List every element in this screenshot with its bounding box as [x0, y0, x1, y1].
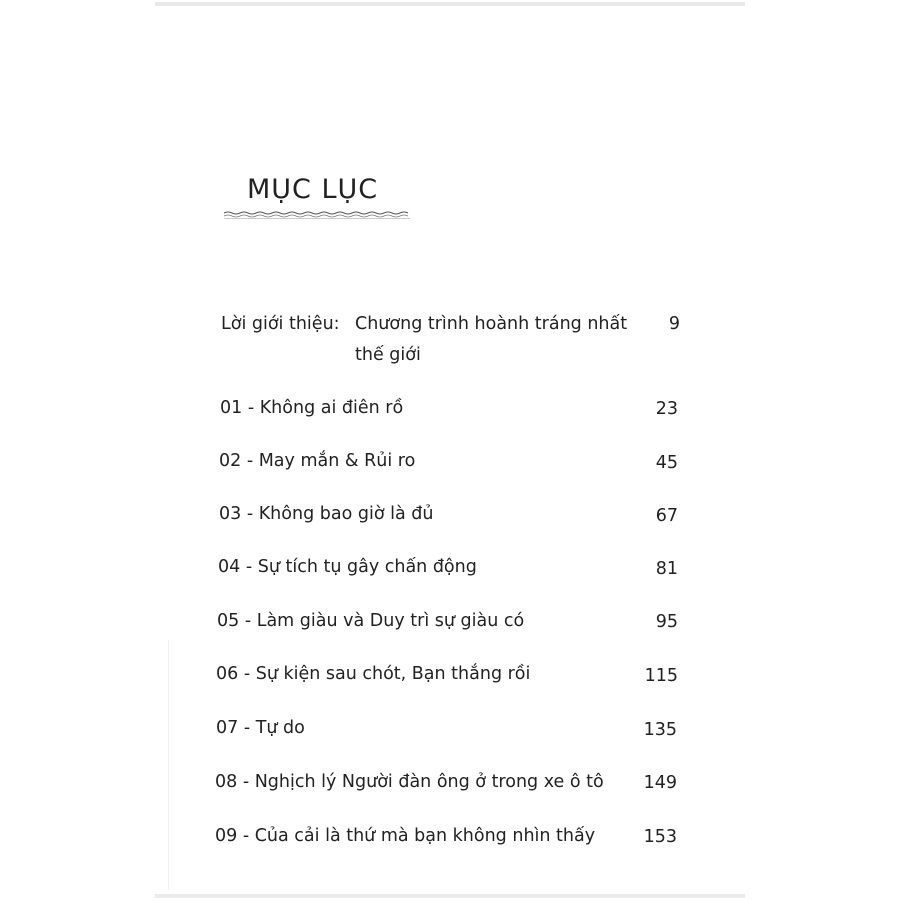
page-top-edge [155, 2, 745, 6]
chapter-03-page: 67 [655, 506, 678, 526]
chapter-09-page: 153 [643, 827, 677, 847]
chapter-01-page: 23 [655, 399, 678, 419]
chapter-02-page: 45 [655, 453, 678, 473]
intro-title-line1: Chương trình hoành tráng nhất [355, 314, 628, 334]
intro-page-number: 9 [668, 314, 680, 334]
chapter-04-page: 81 [655, 559, 678, 579]
intro-prefix: Lời giới thiệu: [221, 314, 340, 334]
chapter-08-title: 08 - Nghịch lý Người đàn ông ở trong xe ô tô [215, 772, 604, 792]
chapter-09-title: 09 - Của cải là thứ mà bạn không nhìn thấy [215, 826, 596, 846]
chapter-06-title: 06 - Sự kiện sau chót, Bạn thắng rồi [216, 664, 531, 684]
page-title: MỤC LỤC [247, 174, 379, 205]
intro-title-line2: thế giới [355, 345, 421, 365]
title-underline-decoration [222, 210, 412, 220]
page-left-edge [168, 640, 169, 890]
chapter-07-title: 07 - Tự do [216, 718, 305, 738]
chapter-05-title: 05 - Làm giàu và Duy trì sự giàu có [217, 611, 525, 631]
chapter-01-title: 01 - Không ai điên rồ [220, 398, 404, 418]
chapter-07-page: 135 [643, 720, 677, 740]
chapter-02-title: 02 - May mắn & Rủi ro [219, 451, 416, 471]
chapter-05-page: 95 [655, 612, 678, 632]
chapter-04-title: 04 - Sự tích tụ gây chấn động [218, 557, 477, 577]
page-bottom-edge [155, 894, 745, 898]
chapter-03-title: 03 - Không bao giờ là đủ [219, 504, 434, 524]
chapter-06-page: 115 [644, 666, 678, 686]
chapter-08-page: 149 [643, 773, 677, 793]
